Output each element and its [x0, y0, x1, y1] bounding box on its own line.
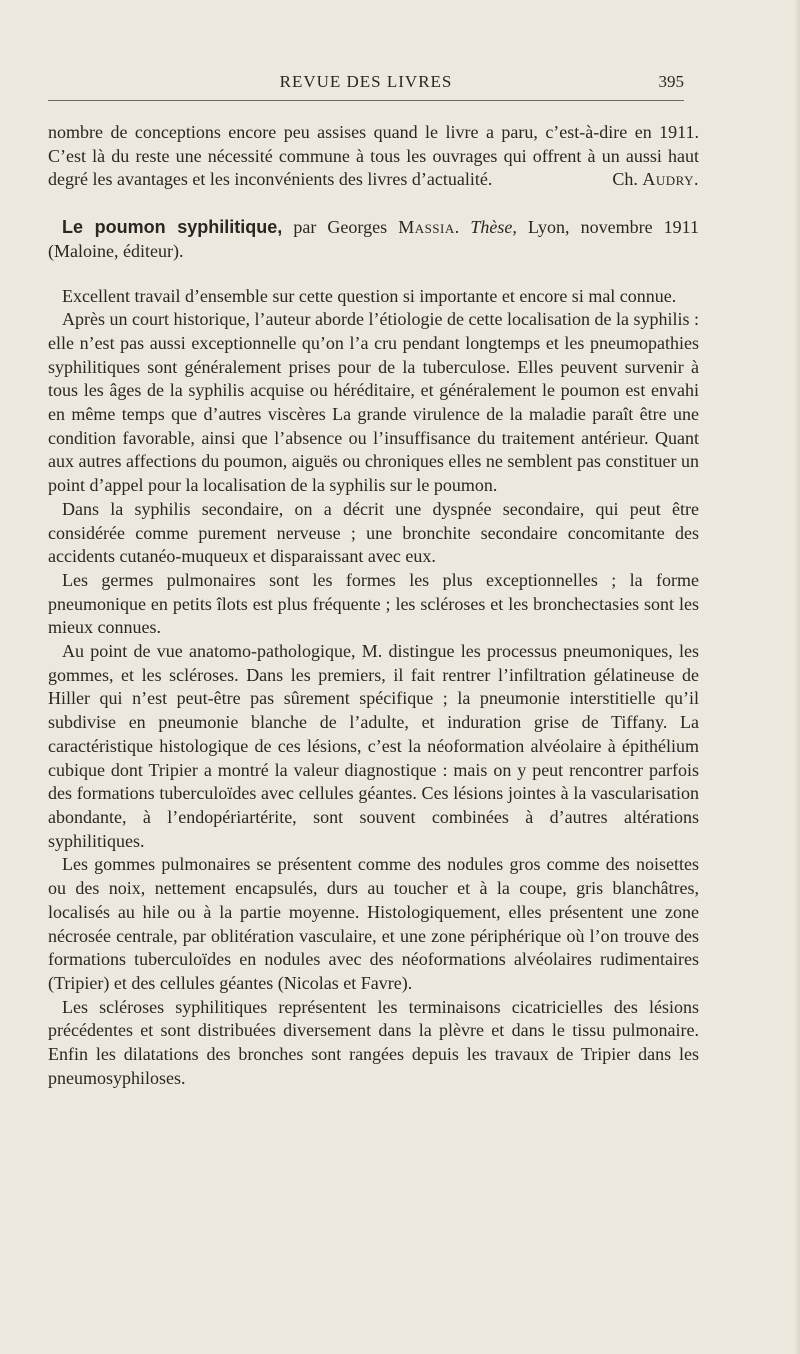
running-head: REVUE DES LIVRES — [279, 72, 453, 91]
paragraph: Après un court historique, l’auteur aborde l’étiologie de cette localisation de la syphilis : elle n’est pas aussi exceptionnelle qu’on l’a cru pendant longtemps et les pneumopathies syphilitiques sont généralement prises pour de la tuberculose. Elles peuvent survenir à tous les âges de la syphilis acquise ou héréditaire, et généralement le poumon est envahi en même temps que d’autres viscères La grande virulence de la maladie paraît être une condition favorable, ainsi que l’absence ou l’insuffisance du traitement antérieur. Quant aux autres affections du poumon, aiguës ou chroniques elles ne semblent pas constituer un point d’appel pour la localisation de la syphilis sur le poumon. — [48, 309, 699, 496]
page-number: 395 — [658, 72, 684, 91]
page-header — [48, 66, 684, 101]
paragraph: Les germes pulmonaires sont les formes les plus exceptionnelles ; la forme pneumonique en petits îlots est plus fréquente ; les scléroses et les bronchectasies sont les mieux connues. — [48, 569, 699, 638]
paragraph: Les gommes pulmonaires se présentent comme des nodules gros comme des noisettes ou des noix, nettement encapsulés, durs au toucher et à la coupe, gris blanchâtres, localisés au hile ou à la partie moyenne. Histologiquement, elles présentent une zone nécrosée centrale, par oblitération vasculaire, et une zone périphérique où l’on trouve des formations tuberculoïdes en nodules avec des néoformations alvéolaires rudimentaires (Tripier) et des cellules géantes (Nicolas et Favre). — [48, 854, 699, 993]
paragraph: Au point de vue anatomo-pathologique, M. distingue les processus pneumoniques, les gommes, et les scléroses. Dans les premiers, il fait rentrer l’infiltration gélatineuse de Hiller qui n’est peut-être pas sûrement spécifique ; la pneumonie interstitielle qu’il subdivise en pneumonie blanche de l’adulte, et induration grise de Tiffany. La caractéristique histologique de ces lésions, c’est la néoformation alvéolaire à épithélium cubique dont Tripier a montré la valeur diagnostique : mais on y peut rencontrer parfois des formations tuberculoïdes avec cellules géantes. Ces lésions jointes à la vascularisation abondante, à l’endopériartérite, sont souvent combinées à d’autres altérations syphilitiques. — [48, 641, 699, 851]
paragraph: Les scléroses syphilitiques représentent les terminaisons cicatricielles des lésions précédentes et sont distribuées diversement dans la plèvre et dans le tissu pulmonaire. Enfin les dilatations des bronches sont rangées depuis les travaux de Tripier dans les pneumosyphiloses. — [48, 996, 699, 1088]
paragraph: Dans la syphilis secondaire, on a décrit une dyspnée secondaire, qui peut être considérée comme purement nerveuse ; une bronchite secondaire concomitante des accidents cutanéo-muqueux et disparaissant avec eux. — [48, 498, 699, 567]
paragraph-text: nombre de conceptions encore peu assises quand le livre a paru, c’est-à-dire en 1911. C’est là du reste une nécessité commune à tous les ouvrages qui offrent à un aussi haut degré les avantages et les inconvénients des livres d’actualité. — [48, 122, 699, 190]
review-signature: Ch. Audry. — [612, 169, 699, 190]
paragraph-continuation — [48, 121, 699, 192]
book-author: Massia — [398, 217, 455, 238]
paragraph: Excellent travail d’ensemble sur cette question si importante et encore si mal connue. — [62, 285, 677, 306]
page-edge — [794, 0, 800, 1354]
signature-name: Audry. — [642, 169, 699, 190]
body-text — [48, 121, 699, 1090]
book-title: Le poumon syphilitique, — [62, 217, 283, 238]
book-publication: Lyon, novembre 1911 (Maloine, éditeur). — [48, 217, 700, 261]
book-type: Thèse, — [470, 217, 517, 238]
review-heading: Le poumon syphilitique, par Georges Massia. Thèse, Lyon, novembre 1911 (Maloine, éditeur). — [48, 217, 700, 261]
